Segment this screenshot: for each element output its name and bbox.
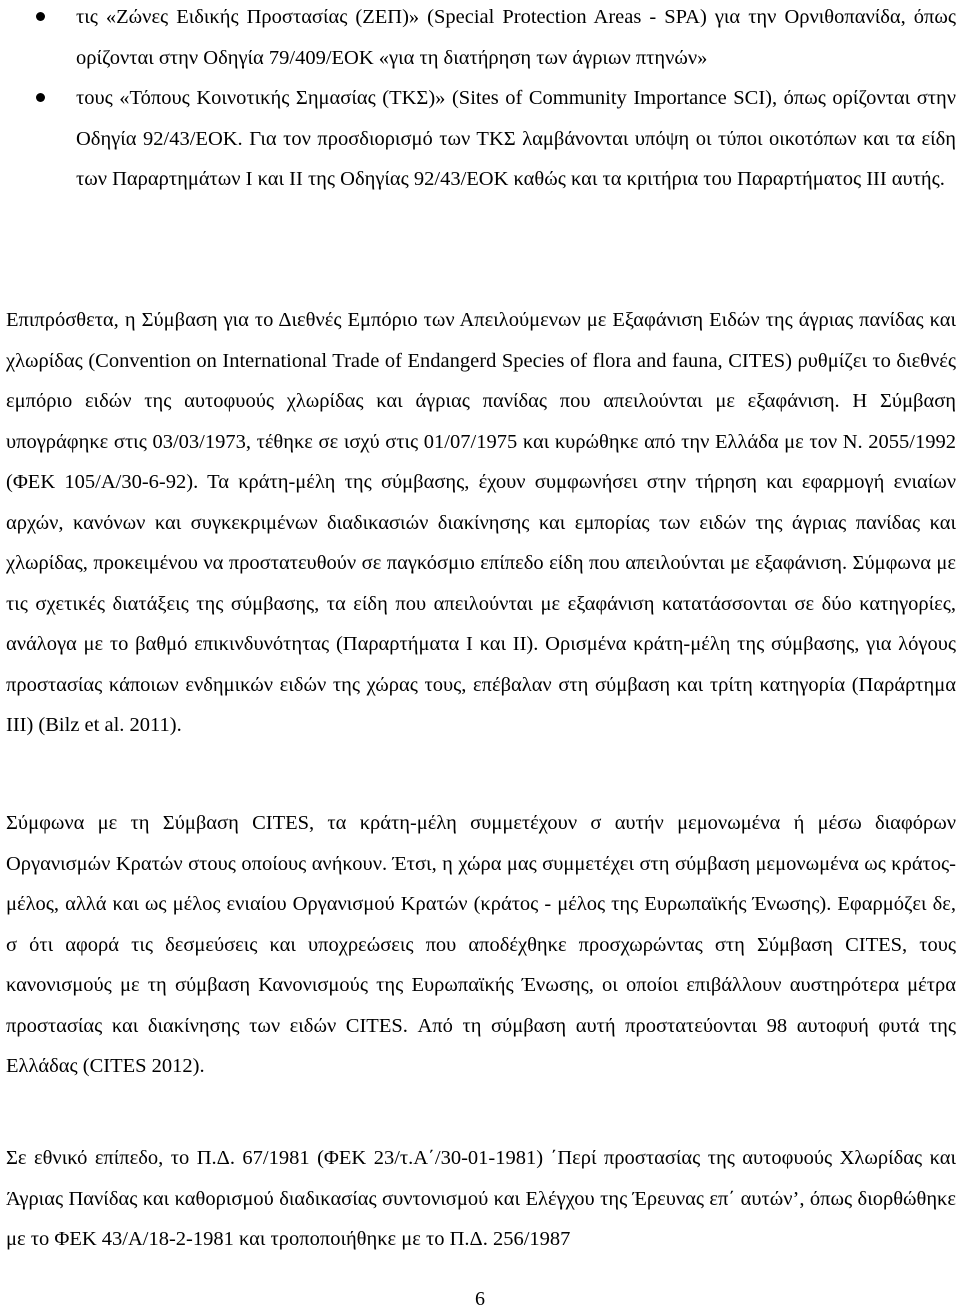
bullet-icon bbox=[36, 12, 45, 21]
page-number: 6 bbox=[475, 1288, 485, 1310]
paragraph-national-level: Σε εθνικό επίπεδο, το Π.Δ. 67/1981 (ΦΕΚ 23/τ.Α΄/30-01-1981) ΄Περί προστασίας της αυτοφυούς Χλωρίδας και Άγριας Πανίδας και καθορισμού διαδικασίας συντονισμού και Ελέγχου της Έρευνας επ΄ αυτών’, όπως διορθώθηκε με το ΦΕΚ 43/Α/18-2-1981 και τροποποιήθηκε με το Π.Δ. 256/1987 bbox=[6, 1147, 956, 1250]
bullet-icon bbox=[36, 93, 45, 102]
bullet-item-sci bbox=[0, 78, 960, 200]
bullet-text: τις «Ζώνες Ειδικής Προστασίας (ΖΕΠ)» (Special Protection Areas - SPA) για την Ορνιθοπανίδα, όπως ορίζονται στην Οδηγία 79/409/ΕΟΚ «για τη διατήρηση των άγριων πτηνών» bbox=[76, 6, 956, 69]
bullet-text: τους «Τόπους Κοινοτικής Σημασίας (ΤΚΣ)» (Sites of Community Importance SCI), όπως ορίζονται στην Οδηγία 92/43/ΕΟΚ. Για τον προσδιορισμό των ΤΚΣ λαμβάνονται υπόψη οι τύποι οικοτόπων και τα είδη των Παραρτημάτων Ι και ΙΙ της Οδηγίας 92/43/ΕΟΚ καθώς και τα κριτήρια του Παραρτήματος ΙΙΙ αυτής. bbox=[76, 87, 956, 190]
paragraph-cites-intro: Επιπρόσθετα, η Σύμβαση για το Διεθνές Εμπόριο των Απειλούμενων με Εξαφάνιση Ειδών της άγριας πανίδας και χλωρίδας (Convention on International Trade of Endangerd Species of flora and fauna, CITES) ρυθμίζει το διεθνές εμπόριο ειδών της αυτοφυούς χλωρίδας και άγριας πανίδας που απειλούνται με εξαφάνιση. Η Σύμβαση υπογράφηκε στις 03/03/1973, τέθηκε σε ισχύ στις 01/07/1975 και κυρώθηκε από την Ελλάδα με τον Ν. 2055/1992 (ΦΕΚ 105/Α/30-6-92). Τα κράτη-μέλη της σύμβασης, έχουν συμφωνήσει στην τήρηση και εφαρμογή ενιαίων αρχών, κανόνων και συγκεκριμένων διαδικασιών διακίνησης και εμπορίας των ειδών της άγριας πανίδας και χλωρίδας, προκειμένου να προστατευθούν σε παγκόσμιο επίπεδο είδη που απειλούνται με εξαφάνιση. Σύμφωνα με τις σχετικές διατάξεις της σύμβασης, τα είδη που απειλούνται με εξαφάνιση κατατάσσονται σε δύο κατηγορίες, ανάλογα με το βαθμό επικινδυνότητας (Παραρτήματα Ι και ΙΙ). Ορισμένα κράτη-μέλη της σύμβασης, για λόγους προστασίας κάποιων ενδημικών ειδών της χώρας τους, επέβαλαν στη σύμβαση και τρίτη κατηγορία (Παράρτημα ΙΙΙ) (Bilz et al. 2011). bbox=[6, 309, 956, 736]
bullet-item-spa bbox=[0, 0, 960, 78]
paragraph-cites-membership: Σύμφωνα με τη Σύμβαση CITES, τα κράτη-μέλη συμμετέχουν σ αυτήν μεμονωμένα ή μέσω διαφόρων Οργανισμών Κρατών στους οποίους ανήκουν. Έτσι, η χώρα μας συμμετέχει στη σύμβαση μεμονωμένα ως κράτος-μέλος, αλλά και ως μέλος ενιαίου Οργανισμού Κρατών (κράτος - μέλος της Ευρωπαϊκής Ένωσης). Εφαρμόζει δε, σ ότι αφορά τις δεσμεύσεις και υποχρεώσεις που αποδέχθηκε προσχωρώντας στη Σύμβαση CITES, τους κανονισμούς με τη σύμβαση Κανονισμούς της Ευρωπαϊκής Ένωσης, οι οποίοι επιβάλλουν αυστηρότερα μέτρα προστασίας και διακίνησης των ειδών CITES. Από τη σύμβαση αυτή προστατεύονται 98 αυτοφυή φυτά της Ελλάδας (CITES 2012). bbox=[6, 812, 956, 1077]
bullet-list bbox=[0, 0, 960, 200]
